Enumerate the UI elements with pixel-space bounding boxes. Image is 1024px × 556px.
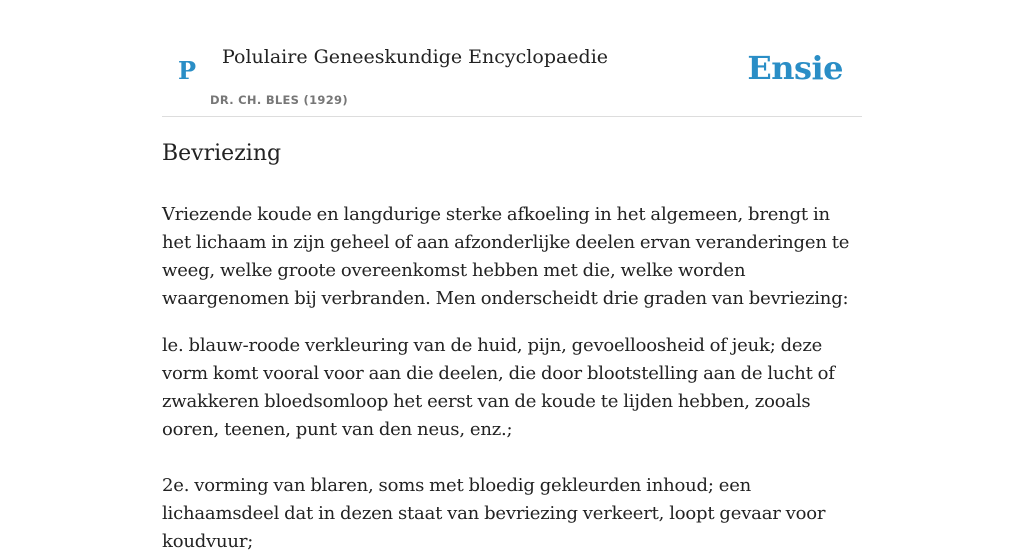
article-content — [162, 137, 862, 556]
article-title: Bevriezing — [162, 141, 282, 166]
article-paragraph: Vriezende koude en langdurige sterke afkoeling in het algemeen, brengt in het lichaam in zijn geheel of aan afzonderlijke deelen ervan veranderingen te weeg, welke groote overeenkomst hebben met die, welke worden waargenomen bij verbranden. Men onderscheidt drie graden van bevriezing: — [162, 204, 850, 309]
book-author: DR. CH. BLES (1929) — [210, 93, 348, 107]
article-paragraph: le. blauw-roode verkleuring van de huid, pijn, gevoelloosheid of jeuk; deze vorm komt vooral voor aan die deelen, die door blootstelling aan de lucht of zwakkeren bloedsomloop het eerst van de koude te lijden hebben, zooals ooren, teenen, punt van den neus, enz.; — [162, 335, 835, 440]
book-letter-icon[interactable]: P — [178, 56, 197, 85]
page-header — [162, 0, 862, 117]
ensie-logo-link[interactable]: Ensie — [747, 49, 843, 87]
article-paragraph: 2e. vorming van blaren, soms met bloedig gekleurden inhoud; een lichaamsdeel dat in dezen staat van bevriezing verkeert, loopt gevaar voor koudvuur; — [162, 475, 826, 552]
book-title-link[interactable]: Polulaire Geneeskundige Encyclopaedie — [222, 46, 609, 68]
